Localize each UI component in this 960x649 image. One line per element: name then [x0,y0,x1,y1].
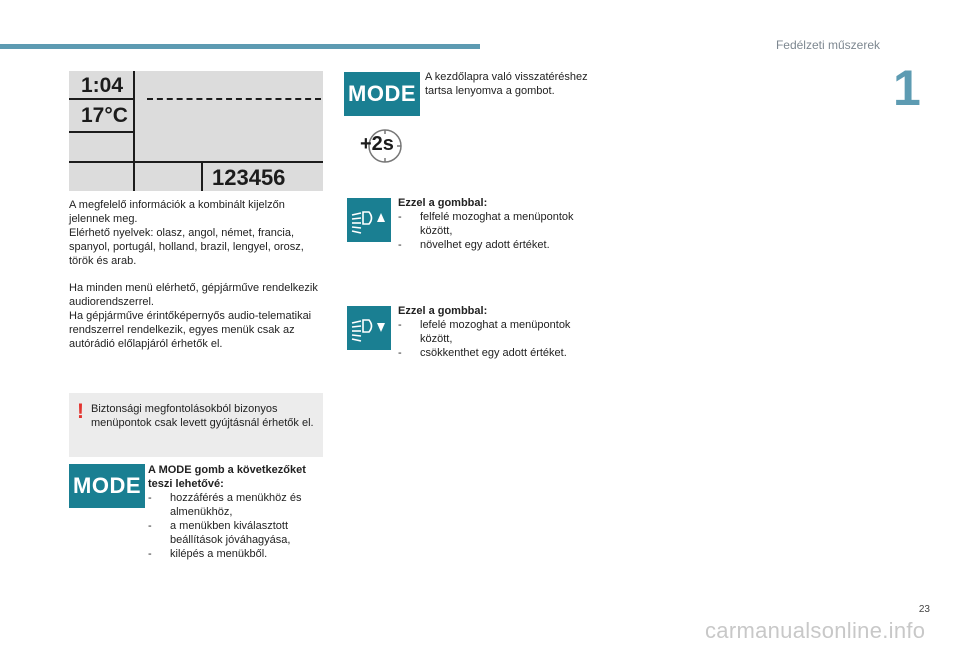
display-dashed-divider [147,98,321,100]
display-temperature: 17°C [81,104,128,127]
display-divider [69,98,133,100]
down-description: Ezzel a gombbal: - lefelé mozoghat a menüpontok között, - csökkenthet egy adott értéket. [398,304,598,360]
chapter-number: 1 [893,60,921,116]
mode-button: MODE [344,72,420,116]
display-divider [69,161,323,163]
list-item: - felfelé mozoghat a menüpontok között, [398,211,574,237]
mode-description: A MODE gomb a következőket teszi lehetővé: - hozzáférés a menükhöz és almenükhöz, - a menükben kiválasztott beállítások jóváhagyása, - kilépés a menükből. [148,463,328,561]
display-divider [133,71,135,191]
list-item: - csökkenthet egy adott értéket. [398,347,567,359]
display-divider [69,131,133,133]
display-time: 1:04 [81,74,124,97]
list-item: - növelhet egy adott értéket. [398,239,550,251]
hold-timer-icon: +2s [356,126,406,166]
header-bar [0,44,480,49]
warning-box [69,393,323,457]
instrument-display [69,71,323,191]
display-odometer: 123456 [212,165,286,190]
info-paragraph: Ha minden menü elérhető, gépjárműve rendelkezik audiorendszerrel. Ha gépjárműve érintőképernyős audio-telematikai rendszerrel rendelkezik, egyes menük csak az autórádió előlapjáról érhetők el. [69,282,318,350]
section-title: Fedélzeti műszerek [775,38,880,52]
list-item: - kilépés a menükből. [148,548,268,560]
list-item: - a menükben kiválasztott beállítások jóváhagyása, [148,520,291,546]
up-description: Ezzel a gombbal: - felfelé mozoghat a menüpontok között, - növelhet egy adott értéket. [398,196,598,252]
warning-icon: ! [77,400,84,423]
mode-home-description: A kezdőlapra való visszatéréshez tartsa lenyomva a gombot. [425,71,588,97]
list-item: - lefelé mozoghat a menüpontok között, [398,319,571,345]
info-paragraph: A megfelelő információk a kombinált kijelzőn jelennek meg. Elérhető nyelvek: olasz, angol, német, francia, spanyol, portugál, holland, brazil, lengyel, orosz, török és arab. [69,199,304,267]
warning-text: Biztonsági megfontolásokból bizonyos menüpontok csak levett gyújtásnál érhetők el. [91,403,314,429]
page-number: 23 [918,604,930,615]
display-divider [201,161,203,191]
menu-up-button-icon [347,198,391,242]
mode-button: MODE [69,464,145,508]
watermark: carmanualsonline.info [705,618,926,643]
menu-down-button-icon [347,306,391,350]
list-item: - hozzáférés a menükhöz és almenükhöz, [148,492,302,518]
